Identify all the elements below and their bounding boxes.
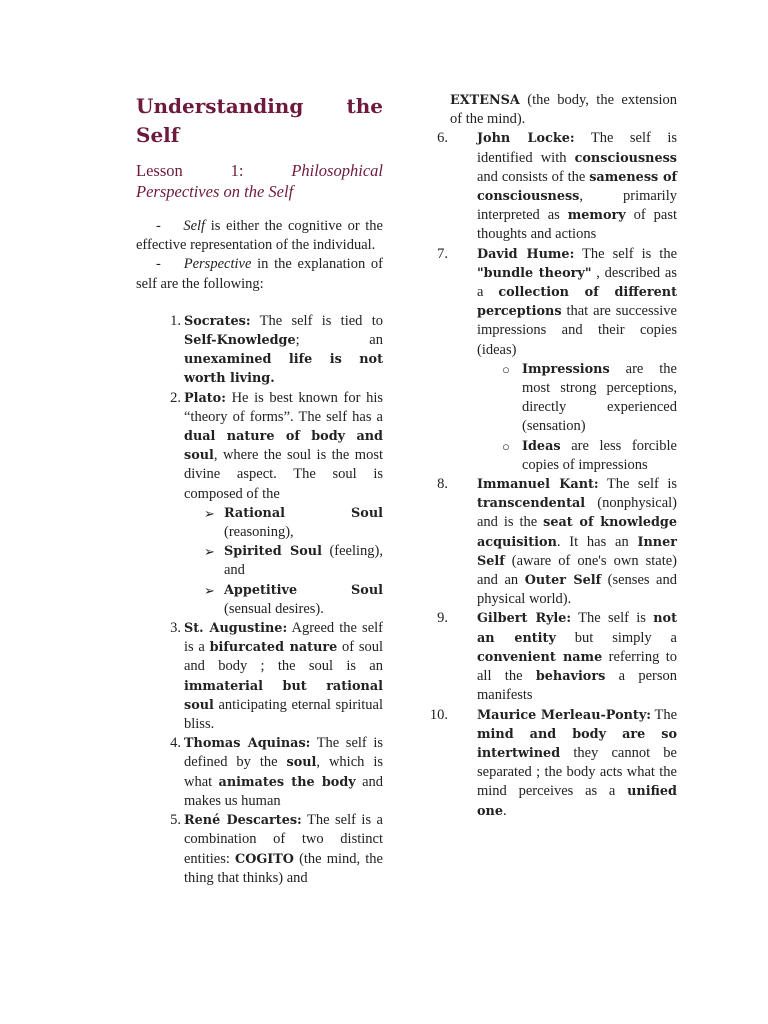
arrow-bullet-icon: ➢ xyxy=(204,505,215,521)
title-line-2: Self xyxy=(136,123,180,147)
list-item-socrates: 1. Socrates: The self is tied to Self-Knowledge; an unexamined life is not worth living. xyxy=(170,312,383,387)
philosophers-list xyxy=(136,312,383,888)
list-item-descartes: 5. René Descartes: The self is a combination of two distinct entities: COGITO (the mind, the thing that thinks) and xyxy=(170,812,383,886)
lesson-number: 1: xyxy=(230,161,244,180)
right-column xyxy=(429,91,678,821)
lesson-title-2: Perspectives on the Self xyxy=(136,182,294,201)
lesson-heading xyxy=(136,160,383,202)
list-item-plato: 2. Plato: He is best known for his “theory of forms”. The self has a dual nature of body and soul, where the soul is the most divine aspect. The soul is composed of the ➢ Rational Soul (reasoning), ➢ Spirited Soul (feeling), and ➢ Appetitive Soul (sensual desires). xyxy=(136,389,383,619)
arrow-bullet-icon: ➢ xyxy=(204,544,215,560)
list-item-ryle: 9. Gilbert Ryle: The self is not an entity but simply a convenient name referring to all the behaviors a person manifests xyxy=(437,610,678,704)
intro-self: - Self is either the cognitive or the effective representation of the individual. xyxy=(136,218,383,254)
sub-item: ➢ Appetitive Soul (sensual desires). xyxy=(204,582,383,617)
list-item-kant: 8. Immanuel Kant: The self is transcendental (nonphysical) and is the seat of knowledge acquisition. It has an Inner Self (aware of one's own state) and an Outer Self (senses and physical world). xyxy=(437,476,678,608)
arrow-bullet-icon: ➢ xyxy=(204,582,215,598)
left-column xyxy=(136,92,383,888)
lesson-title-1: Philosophical xyxy=(291,161,383,180)
list-item-augustine: 3. St. Augustine: Agreed the self is a bifurcated nature of soul and body ; the soul is an immaterial but rational soul anticipating eternal spiritual bliss. xyxy=(170,620,383,733)
circle-bullet-icon: ○ xyxy=(502,438,510,454)
list-item-aquinas: 4. Thomas Aquinas: The self is defined by the soul, which is what animates the body and makes us human xyxy=(170,735,384,809)
descartes-continuation: EXTENSA (the body, the extension of the mind). xyxy=(450,92,677,128)
philosophers-list-continued xyxy=(429,129,678,820)
sub-item: ➢ Rational Soul (reasoning), xyxy=(204,505,383,541)
list-item-hume: 7. David Hume: The self is the "bundle theory" , described as a collection of different perceptions that are successive impressions and their copies (ideas) ○ Impressions are the most strong perceptions, directly experienced (sensation) ○ Ideas are less forcible copies of impressions xyxy=(450,245,677,475)
lesson-label: Lesson xyxy=(136,161,183,180)
list-item-merleau-ponty: 10. Maurice Merleau-Ponty: The mind and body are so intertwined they cannot be separated ; the body acts what the mind perceives as a unified one. xyxy=(429,706,677,819)
title-line-1: Understanding the xyxy=(136,94,383,118)
hume-perceptions-list xyxy=(502,360,677,475)
sub-item: ○ Impressions are the most strong perceptions, directly experienced (sensation) xyxy=(502,360,677,435)
circle-bullet-icon: ○ xyxy=(502,361,510,377)
soul-parts-list xyxy=(204,504,383,619)
list-item-locke: 6. John Locke: The self is identified with consciousness and consists of the sameness of consciousness, primarily interpreted as memory of past thoughts and actions xyxy=(437,130,677,243)
page-title xyxy=(136,92,383,150)
intro-perspective: - Perspective in the explanation of self are the following: xyxy=(136,256,384,292)
sub-item: ○ Ideas are less forcible copies of impressions xyxy=(502,437,677,473)
sub-item: ➢ Spirited Soul (feeling), and xyxy=(204,543,383,579)
